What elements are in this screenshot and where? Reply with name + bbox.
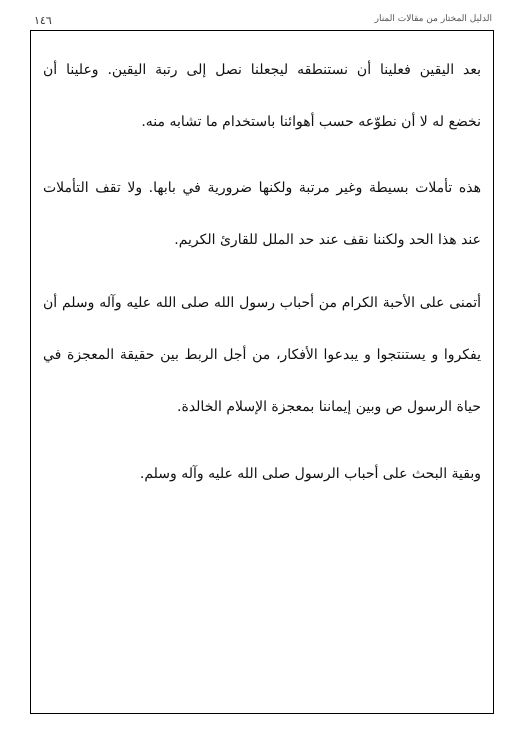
running-title: الدليل المختار من مقالات المنار xyxy=(374,14,492,24)
paragraph-3-line-3: حياة الرسول ص وبين إيماننا بمعجزة الإسلام الخالدة. xyxy=(177,399,481,415)
paragraph-1-line-2: نخضع له لا أن نطوّعه حسب أهوائنا باستخدام ما تشابه منه. xyxy=(141,114,481,130)
page-frame xyxy=(30,30,494,714)
paragraph-2-line-1: هذه تأملات بسيطة وغير مرتبة ولكنها ضرورية في بابها. ولا تقف التأملات xyxy=(43,180,481,196)
page-number: ١٤٦ xyxy=(34,14,52,27)
paragraph-3-line-2: يفكروا و يستنتجوا و يبدعوا الأفكار، من أجل الربط بين حقيقة المعجزة في xyxy=(43,347,481,363)
page-header xyxy=(30,12,494,30)
paragraph-4-line-1: وبقية البحث على أحباب الرسول صلى الله عليه وآله وسلم. xyxy=(139,466,481,482)
paragraph-1-line-1: بعد اليقين فعلينا أن نستنطقه ليجعلنا نصل إلى رتبة اليقين. وعلينا أن xyxy=(43,62,481,78)
paragraph-3-line-1: أتمنى على الأحبة الكرام من أحباب رسول الله صلى الله عليه وآله وسلم أن xyxy=(43,295,481,311)
paragraph-2-line-2: عند هذا الحد ولكننا نقف عند حد الملل للقارئ الكريم. xyxy=(174,232,481,248)
